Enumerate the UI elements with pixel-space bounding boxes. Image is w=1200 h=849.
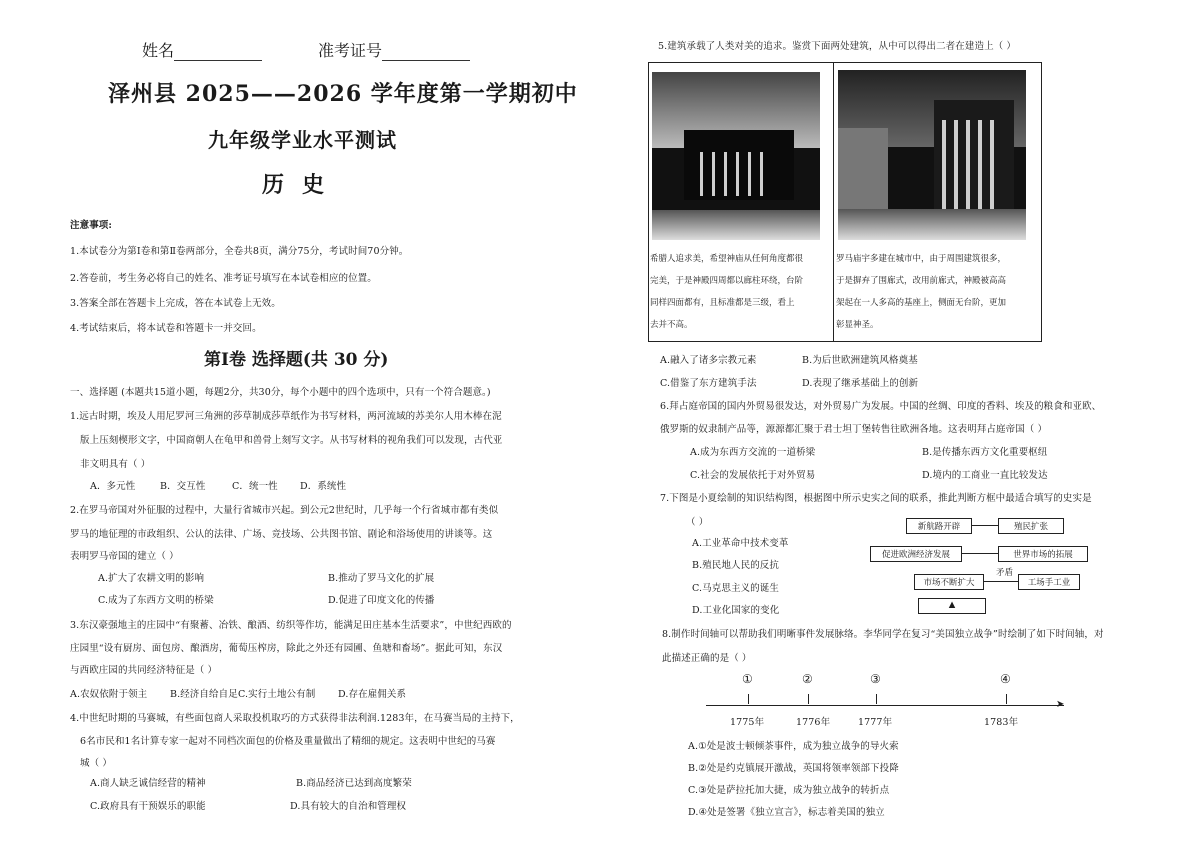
q4-option-a[interactable]: A.商人缺乏诚信经营的精神 [90, 778, 206, 789]
q5-option-c[interactable]: C.借鉴了东方建筑手法 [660, 378, 757, 389]
q6-option-c[interactable]: C.社会的发展依托于对外贸易 [690, 470, 816, 481]
q8-option-c[interactable]: C.③处是萨拉托加大捷，成为独立战争的转折点 [688, 785, 890, 796]
q7-option-a[interactable]: A.工业革命中技术变革 [692, 538, 789, 549]
diagram-workshop-box: 工场手工业 [1018, 574, 1080, 590]
q2-option-a[interactable]: A.扩大了农耕文明的影响 [98, 573, 205, 584]
timeline-arrowhead-icon: ➤ [1056, 699, 1065, 710]
q1-line: 版上压刻楔形文字，中国商朝人在龟甲和兽骨上刻写文字。从书写材料的视角我们可以发现，古代亚 [80, 435, 503, 446]
name-blank[interactable] [174, 47, 262, 61]
timeline-tick [1006, 694, 1007, 704]
q8-line: 此描述正确的是（ ） [662, 653, 752, 664]
q8-option-d[interactable]: D.④处是签署《独立宣言》，标志着美国的独立 [688, 807, 885, 818]
q2-option-d[interactable]: D.促进了印度文化的传播 [328, 595, 435, 606]
q5-roman-text: 罗马庙宇多建在城市中，由于周围建筑很多， [836, 254, 1007, 264]
q4-option-c[interactable]: C.政府具有干预娱乐的职能 [90, 801, 206, 812]
exam-number-field [318, 38, 470, 61]
diagram-contradiction-label: 矛盾 [996, 568, 1014, 578]
q6-option-b[interactable]: B.是传播东西方文化重要枢纽 [922, 447, 1048, 458]
timeline-year: 1777年 [858, 717, 893, 728]
q5-option-a[interactable]: A.融入了诸多宗教元素 [660, 355, 757, 366]
timeline-marker-2: ② [802, 672, 813, 686]
q3-option-a[interactable]: A.农奴依附于领主 [70, 689, 148, 700]
q3-option-b[interactable]: B.经济自给自足 [170, 689, 238, 700]
diagram-arrow [984, 581, 1018, 582]
right-page [600, 0, 1200, 849]
q2-line: 罗马的地征理的市政组织、公认的法律、广场、竞技场、公共图书馆、剧论和浴场使用的讲谈等。这 [70, 529, 493, 540]
q1-option-d[interactable]: D．系统性 [300, 481, 347, 492]
q1-option-c[interactable]: C．统一性 [232, 481, 278, 492]
instructions: 一、选择题 (本题共15道小题，每题2分，共30分，每个小题中的四个选项中，只有一个符合题意。) [70, 387, 491, 398]
diagram-economy-box: 促进欧洲经济发展 [870, 546, 962, 562]
timeline-marker-4: ④ [1000, 672, 1011, 686]
q5-table-divider [833, 62, 834, 342]
timeline-marker-3: ③ [870, 672, 881, 686]
exam-subtitle: 九年级学业水平测试 [208, 128, 397, 152]
q8-option-a[interactable]: A.①处是波士顿倾茶事件，成为独立战争的导火索 [688, 741, 899, 752]
notice-item: 3.答案全部在答题卡上完成，答在本试卷上无效。 [70, 298, 281, 309]
q2-option-b[interactable]: B.推动了罗马文化的扩展 [328, 573, 435, 584]
notice-heading: 注意事项: [70, 220, 113, 231]
diagram-market-expand-box: 市场不断扩大 [914, 574, 984, 590]
q3-option-c[interactable]: C.实行土地公有制 [238, 689, 316, 700]
timeline-tick [808, 694, 809, 704]
timeline-tick [876, 694, 877, 704]
timeline-axis [706, 705, 1064, 706]
diagram-answer-box[interactable]: ▲ [918, 598, 986, 614]
timeline-marker-1: ① [742, 672, 753, 686]
subject-title: 历史 [262, 172, 343, 198]
q2-option-c[interactable]: C.成为了东西方文明的桥梁 [98, 595, 214, 606]
roman-temple-image [838, 70, 1026, 240]
q5-option-d[interactable]: D.表现了继承基础上的创新 [802, 378, 919, 389]
q4-line: 城（ ） [80, 758, 112, 769]
q3-line: 与西欧庄园的共同经济特征是（ ） [70, 665, 218, 676]
notice-item: 2.答卷前，考生务必将自己的姓名、准考证号填写在本试卷相应的位置。 [70, 273, 377, 284]
exam-title: 泽州县 2025——2026 学年度第一学期初中 [108, 81, 578, 107]
q8-line: 8.制作时间轴可以帮助我们明晰事件发展脉络。李华同学在复习“美国独立战争”时绘制了如下时间轴，对 [662, 629, 1104, 640]
q4-option-b[interactable]: B.商品经济已达到高度繁荣 [296, 778, 412, 789]
notice-item: 1.本试卷分为第Ⅰ卷和第Ⅱ卷两部分，全卷共8页，满分75分，考试时间70分钟。 [70, 246, 409, 257]
q5-roman-text: 彰显神圣。 [836, 320, 879, 330]
diagram-new-route-box: 新航路开辟 [906, 518, 972, 534]
name-label: 姓名 [142, 41, 175, 60]
diagram-arrow [962, 553, 998, 554]
q1-option-b[interactable]: B．交互性 [160, 481, 206, 492]
q7-option-c[interactable]: C.马克思主义的诞生 [692, 583, 779, 594]
section-title: 第Ⅰ卷 选择题(共 30 分) [204, 350, 389, 370]
q5-stem: 5.建筑承载了人类对美的追求。鉴赏下面两处建筑，从中可以得出二者在建造上（ ） [658, 41, 1016, 52]
exam-number-label: 准考证号 [318, 41, 383, 60]
q7-option-d[interactable]: D.工业化国家的变化 [692, 605, 780, 616]
q3-line: 庄园里“设有厨房、面包房、酿酒房，葡萄压榨房，除此之外还有园圃、鱼塘和畜场”。据此可知，东汉 [70, 643, 503, 654]
q8-option-b[interactable]: B.②处是约克镇展开激战，英国将领率领部下投降 [688, 763, 899, 774]
notice-item: 4.考试结束后，将本试卷和答题卡一并交回。 [70, 323, 262, 334]
q7-line: 7.下图是小夏绘制的知识结构图，根据图中所示史实之间的联系，推此判断方框中最适合填写的史实是 [660, 493, 1092, 504]
q1-line: 1.远古时期，埃及人用尼罗河三角洲的莎草制成莎草纸作为书写材料，两河流域的苏美尔人用木棒在泥 [70, 411, 502, 422]
diagram-arrow [972, 525, 998, 526]
q5-roman-text: 于是摒弃了围廊式，改用前廊式，神殿被高高 [836, 276, 1007, 286]
timeline-tick [748, 694, 749, 704]
q4-line: 4.中世纪时期的马赛城，有些面包商人采取投机取巧的方式获得非法利润.1283年，在马赛当局的主持下， [70, 713, 520, 724]
q6-line: 俄罗斯的奴隶制产品等，源源都汇聚于君士坦丁堡转售往欧洲各地。这表明拜占庭帝国（ ） [660, 424, 1048, 435]
q7-option-b[interactable]: B.殖民地人民的反抗 [692, 560, 780, 571]
q5-option-b[interactable]: B.为后世欧洲建筑风格奠基 [802, 355, 918, 366]
q5-roman-text: 架起在一人多高的基座上，侧面无台阶，更加 [836, 298, 1007, 308]
q5-greek-text: 去并不高。 [650, 320, 693, 330]
name-field [142, 38, 262, 61]
timeline-year: 1783年 [984, 717, 1019, 728]
timeline-year: 1776年 [796, 717, 831, 728]
q1-line: 非文明具有（ ） [80, 459, 151, 470]
q5-greek-text: 同样四面都有，且标准都是三级，看上 [650, 298, 795, 308]
greek-temple-image [652, 72, 820, 240]
q6-option-d[interactable]: D.境内的工商业一直比较发达 [922, 470, 1048, 481]
diagram-colonial-box: 殖民扩张 [998, 518, 1064, 534]
q5-greek-text: 完美，于是神殿四周都以廊柱环绕，台阶 [650, 276, 804, 286]
q3-line: 3.东汉豪强地主的庄园中“有聚蓄、冶铁、酿酒、纺织等作坊，能满足田庄基本生活要求”，中世纪西欧的 [70, 620, 512, 631]
timeline-year: 1775年 [730, 717, 765, 728]
exam-number-blank[interactable] [382, 47, 470, 61]
q4-option-d[interactable]: D.具有较大的自治和管理权 [290, 801, 407, 812]
diagram-world-market-box: 世界市场的拓展 [998, 546, 1088, 562]
q2-line: 2.在罗马帝国对外征服的过程中，大量行省城市兴起。到公元2世纪时，几乎每一个行省城市都有类似 [70, 505, 499, 516]
q1-option-a[interactable]: A．多元性 [90, 481, 136, 492]
q6-line: 6.拜占庭帝国的国内外贸易很发达，对外贸易广为发展。中国的丝绸、印度的香料、埃及的粮食和亚欧、 [660, 401, 1102, 412]
q3-option-d[interactable]: D.存在雇佣关系 [338, 689, 407, 700]
q7-line: （ ） [686, 517, 709, 528]
q5-greek-text: 希腊人追求美，希望神庙从任何角度都很 [650, 254, 804, 264]
q4-line: 6名市民和1名计算专家一起对不同档次面包的价格及重量做出了精细的规定。这表明中世纪的马赛 [80, 736, 496, 747]
q6-option-a[interactable]: A.成为东西方交流的一道桥梁 [690, 447, 816, 458]
q2-line: 表明罗马帝国的建立（ ） [70, 551, 179, 562]
